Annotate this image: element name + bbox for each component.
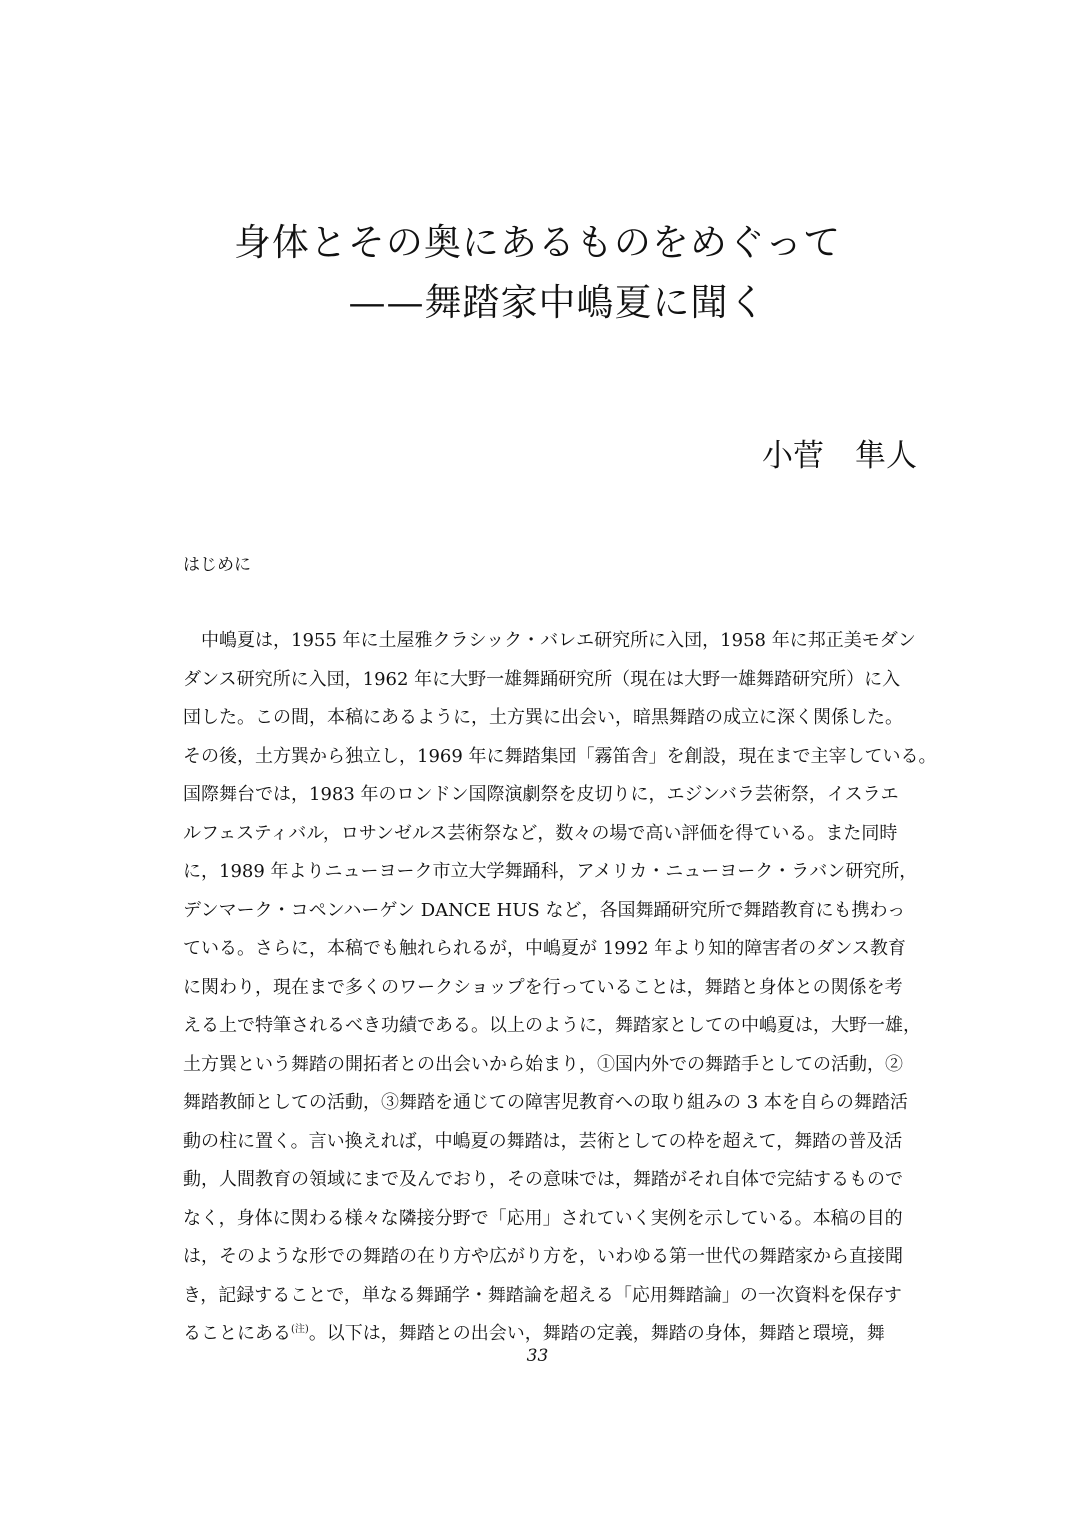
text-line: 舞踏教師としての活動，③舞踏を通じての障害児教育への取り組みの 3 本を自らの舞踏活 [183,1092,908,1113]
text-line: ダンス研究所に入団，1962 年に大野一雄舞踊研究所（現在は大野一雄舞踏研究所）に入 [183,668,901,690]
text-line: 中嶋夏は，1955 年に土屋雅クラシック・バレエ研究所に入団，1958 年に邦正美モダン [183,630,916,651]
last-line-start: ることにある [183,1323,291,1344]
title-line-2: ——舞踏家中嶋夏に聞く [348,281,767,324]
text-line: 動，人間教育の領域にまで及んでおり，その意味では，舞踏がそれ自体で完結するもので [183,1169,903,1190]
text-line: なく，身体に関わる様々な隣接分野で「応用」されていく実例を示している。本稿の目的 [183,1207,903,1229]
text-line: ている。さらに，本稿でも触れられるが，中嶋夏が 1992 年より知的障害者のダンス教育 [183,938,906,959]
text-line: に，1989 年よりニューヨーク市立大学舞踊科，アメリカ・ニューヨーク・ラバン研究所， [183,861,918,882]
text-line: 国際舞台では，1983 年のロンドン国際演劇祭を皮切りに，エジンバラ芸術祭，イスラエ [183,784,899,805]
page-number: 33 [526,1346,549,1366]
author-name: 小菅 隼人 [762,438,917,474]
text-line: き，記録することで，単なる舞踊学・舞踏論を超える「応用舞踏論」の一次資料を保存す [183,1284,902,1306]
text-line: える上で特筆されるべき功績である。以上のように，舞踏家としての中嶋夏は，大野一雄， [183,1015,921,1036]
text-line: デンマーク・コペンハーゲン DANCE HUS など，各国舞踊研究所で舞踏教育にも携わっ [183,899,906,921]
text-line: 団した。この間，本稿にあるように，土方巽に出会い，暗黒舞踏の成立に深く関係した。 [183,707,903,728]
footnote-marker[interactable]: (注) [291,1324,309,1335]
title-line-1: 身体とその奥にあるものをめぐって [233,221,842,264]
text-line: は，そのような形での舞踏の在り方や広がり方を，いわゆる第一世代の舞踏家から直接聞 [183,1246,903,1267]
text-line: 土方巽という舞踏の開拓者との出会いから始まり，①国内外での舞踏手としての活動，② [183,1053,903,1075]
text-line: ルフェスティバル，ロサンゼルス芸術祭など，数々の場で高い評価を得ている。また同時 [183,822,898,844]
body-paragraph [183,622,943,1354]
last-line-end: 。以下は，舞踏との出会い，舞踏の定義，舞踏の身体，舞踏と環境，舞 [308,1323,885,1344]
text-line: に関わり，現在まで多くのワークショップを行っていることは，舞踏と身体との関係を考 [183,976,903,998]
text-line: 動の柱に置く。言い換えれば，中嶋夏の舞踏は，芸術としての枠を超えて，舞踏の普及活 [183,1130,903,1152]
section-heading: はじめに [183,555,251,575]
text-line: その後，土方巽から独立し，1969 年に舞踏集団「霧笛舎」を創設，現在まで主宰している。 [183,745,937,767]
